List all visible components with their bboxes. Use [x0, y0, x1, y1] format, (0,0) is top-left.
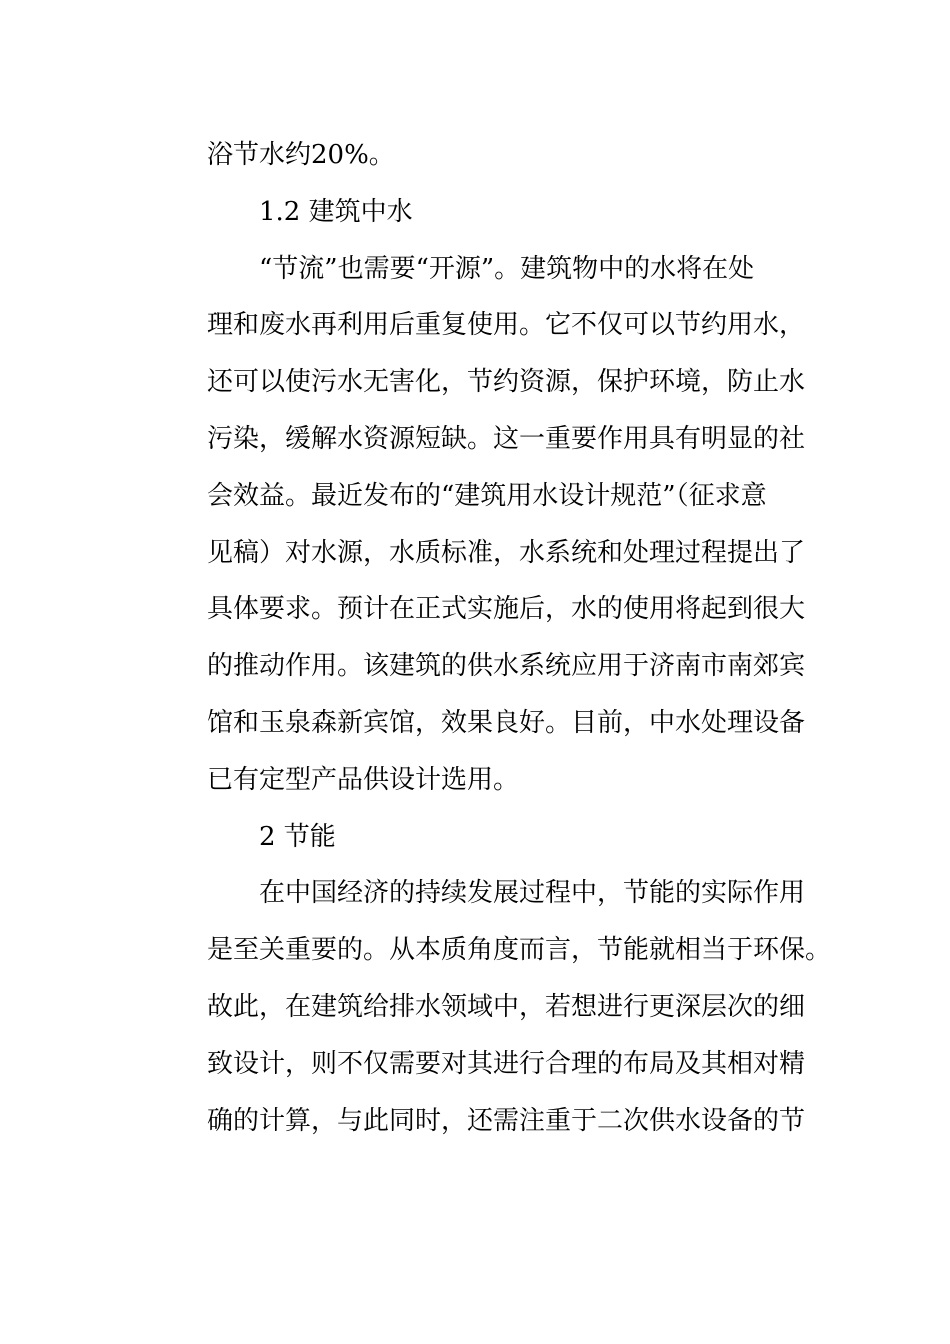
- body-text: [207, 127, 832, 1149]
- text-line: 会效益。最近发布的“建筑用水设计规范”（征求意: [207, 480, 767, 511]
- text-line: 故此，在建筑给排水领域中，若想进行更深层次的细: [207, 991, 806, 1022]
- text-line: 见稿）对水源，水质标准，水系统和处理过程提出了: [207, 537, 806, 568]
- section-heading-2: 2 节能: [259, 821, 336, 852]
- text-line: 理和废水再利用后重复使用。它不仅可以节约用水，: [207, 310, 806, 341]
- text-line: 浴节水约20%。: [207, 140, 395, 170]
- section-heading-1-2: 1.2 建筑中水: [259, 196, 413, 227]
- text-line: 在中国经济的持续发展过程中，节能的实际作用: [259, 878, 806, 909]
- text-line: 致设计，则不仅需要对其进行合理的布局及其相对精: [207, 1048, 806, 1079]
- text-line: 具体要求。预计在正式实施后，水的使用将起到很大: [207, 594, 806, 625]
- text-line: 已有定型产品供设计选用。: [207, 764, 520, 795]
- text-line: 污染，缓解水资源短缺。这一重要作用具有明显的社: [207, 423, 806, 454]
- text-line: 馆和玉泉森新宾馆，效果良好。目前，中水处理设备: [207, 707, 806, 738]
- text-line: 是至关重要的。从本质角度而言，节能就相当于环保。: [207, 935, 832, 966]
- text-line: 的推动作用。该建筑的供水系统应用于济南市南郊宾: [207, 651, 806, 682]
- text-line: 还可以使污水无害化，节约资源，保护环境，防止水: [207, 367, 806, 398]
- text-line: “节流”也需要“开源”。建筑物中的水将在处: [259, 253, 755, 284]
- text-line: 确的计算，与此同时，还需注重于二次供水设备的节: [207, 1105, 806, 1136]
